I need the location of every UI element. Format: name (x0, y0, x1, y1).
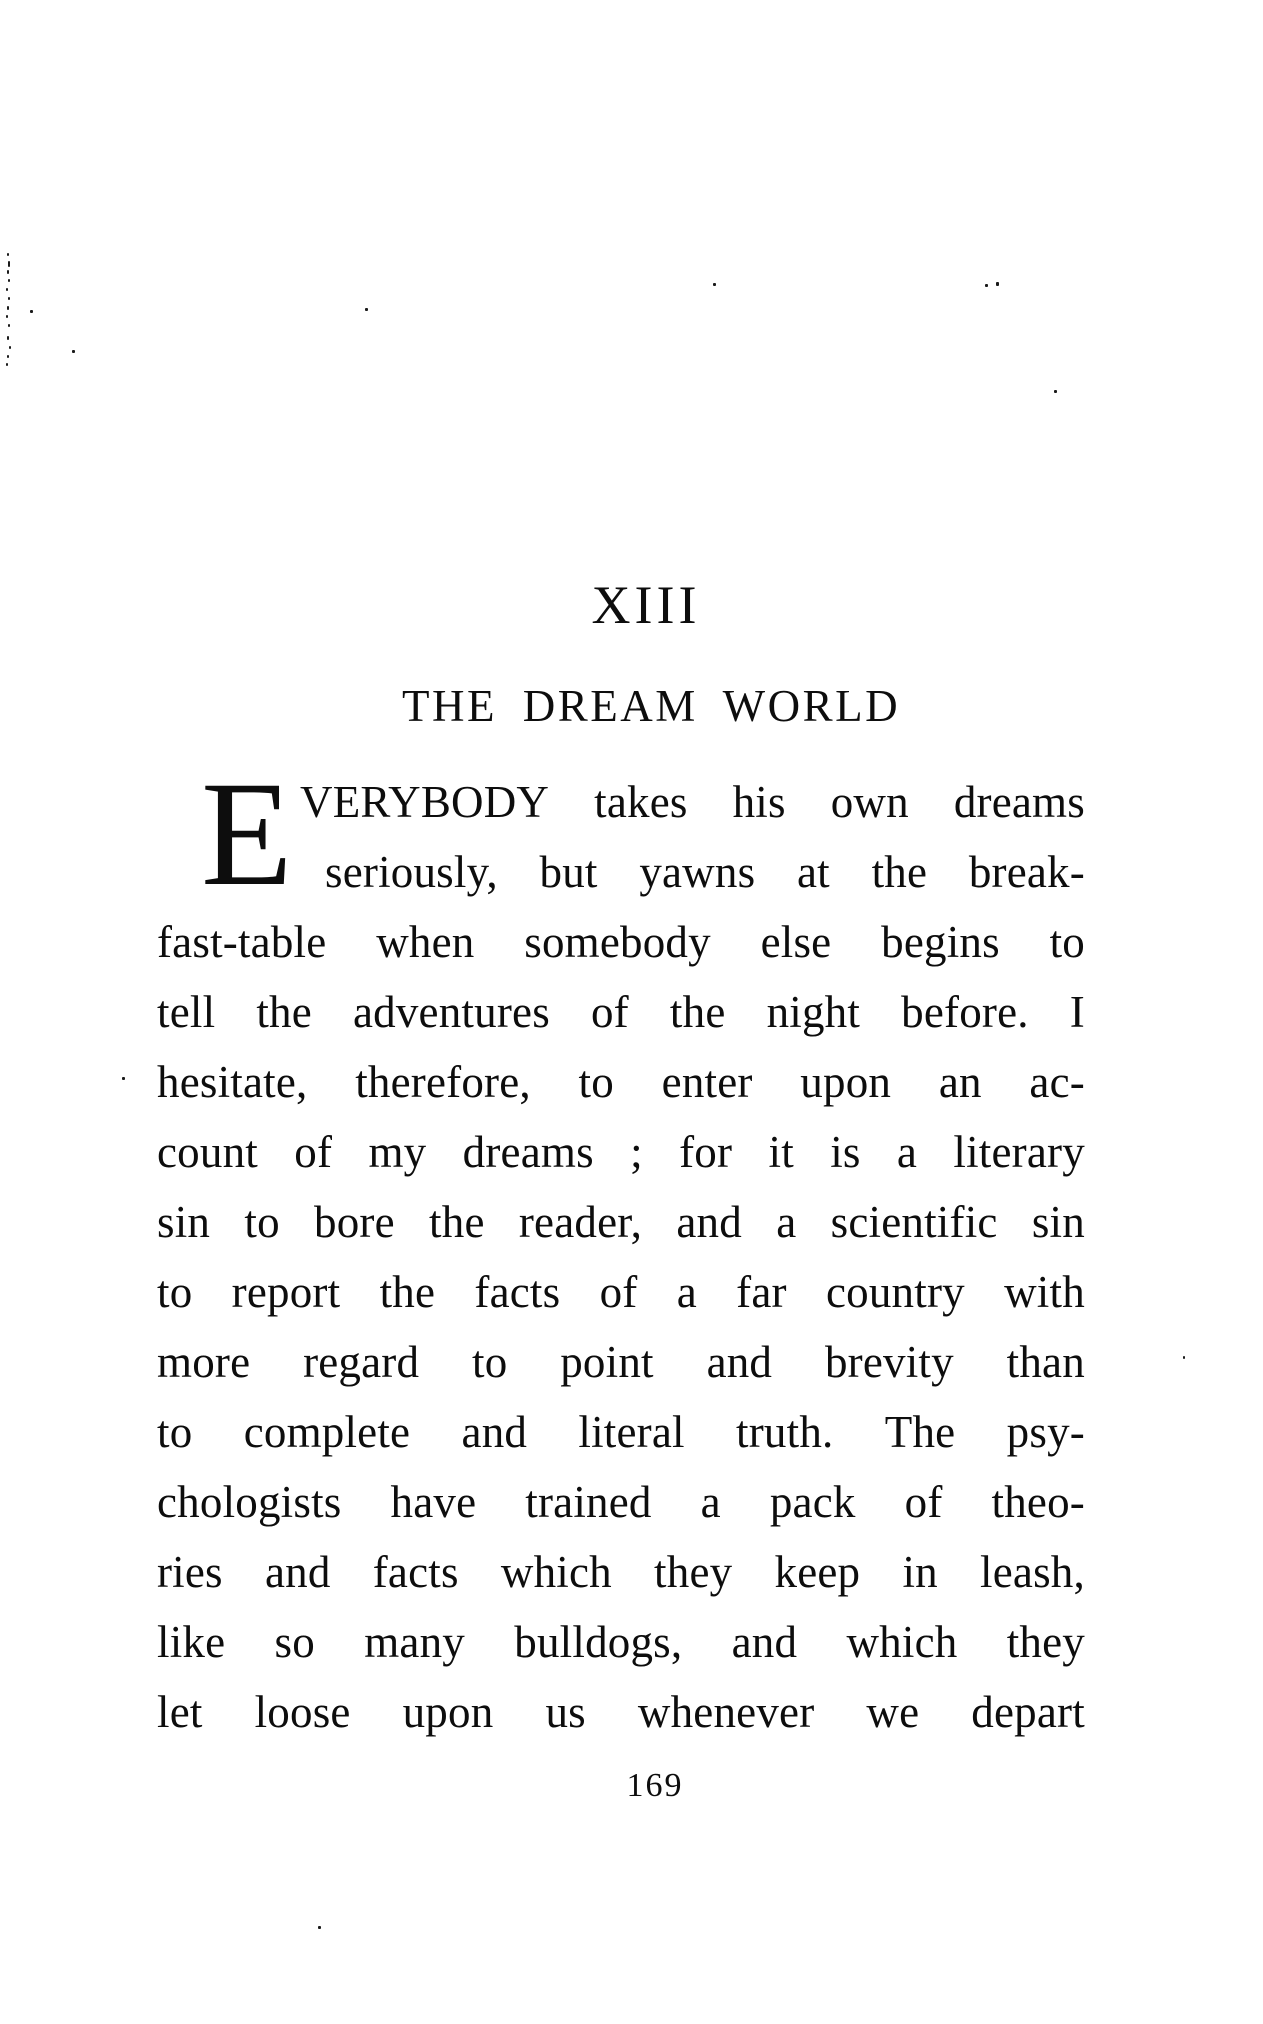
word: fast-table (157, 917, 327, 967)
scan-speck (1054, 390, 1057, 393)
drop-cap: E (201, 751, 293, 917)
word: theo- (991, 1477, 1085, 1527)
word: they (1006, 1617, 1085, 1667)
scan-speck (122, 1077, 125, 1080)
word: psy- (1006, 1407, 1085, 1457)
word: and (461, 1407, 528, 1457)
scan-speck (30, 310, 33, 313)
word: and (706, 1337, 773, 1387)
word: have (390, 1477, 477, 1527)
word: VERYBODY (300, 777, 550, 827)
scan-speck (1183, 1356, 1185, 1359)
word: enter (661, 1057, 753, 1107)
scan-speck (6, 363, 8, 366)
word: to (157, 1267, 193, 1317)
word: literary (953, 1127, 1085, 1177)
word: complete (243, 1407, 411, 1457)
word: to (244, 1197, 280, 1247)
word: to (157, 1407, 193, 1457)
word: in (902, 1547, 938, 1597)
scan-speck (9, 346, 11, 349)
word: a (896, 1127, 918, 1177)
scan-speck (6, 288, 8, 291)
word: of (590, 987, 629, 1037)
word: hesitate, (157, 1057, 308, 1107)
text-line (157, 1467, 1085, 1537)
scan-speck (72, 350, 75, 353)
text-line (157, 1537, 1085, 1607)
page-number: 169 (626, 1767, 684, 1804)
word: but (539, 847, 598, 897)
word: bulldogs, (514, 1617, 683, 1667)
scan-speck (713, 283, 716, 286)
scan-speck (318, 1926, 321, 1929)
word: of (599, 1267, 638, 1317)
scan-speck (7, 355, 9, 358)
word: point (560, 1337, 654, 1387)
word: chologists (157, 1477, 342, 1527)
scan-speck (8, 324, 10, 327)
word: facts (474, 1267, 561, 1317)
word: they (654, 1547, 733, 1597)
word: we (866, 1687, 920, 1737)
text-line (157, 1677, 1085, 1747)
word: truth. (736, 1407, 834, 1457)
word: at (796, 847, 830, 897)
word: his (732, 777, 786, 827)
word: with (1004, 1267, 1085, 1317)
word: before. (901, 987, 1029, 1037)
word: pack (769, 1477, 856, 1527)
scan-speck (8, 261, 10, 267)
scan-speck (6, 315, 8, 318)
word: us (545, 1687, 586, 1737)
text-line (157, 977, 1085, 1047)
word: somebody (524, 917, 711, 967)
text-line (157, 907, 1085, 977)
word: leash, (980, 1547, 1085, 1597)
word: a (676, 1267, 697, 1317)
word: scientific (830, 1197, 998, 1247)
text-line (157, 1397, 1085, 1467)
word: to (578, 1057, 614, 1107)
word: count (157, 1127, 258, 1177)
word: to (1049, 917, 1085, 967)
word: to (472, 1337, 508, 1387)
word: upon (800, 1057, 892, 1107)
word: which (500, 1547, 612, 1597)
scan-speck (365, 308, 368, 311)
word: the (379, 1267, 436, 1317)
word: the (871, 847, 928, 897)
word: The (884, 1407, 956, 1457)
scan-speck (7, 306, 9, 310)
word: literal (578, 1407, 685, 1457)
word: whenever (637, 1687, 815, 1737)
chapter-number: XIII (591, 575, 701, 635)
word: adventures (352, 987, 550, 1037)
word: seriously, (325, 847, 498, 897)
word: like (157, 1617, 226, 1667)
word: more (157, 1337, 251, 1387)
word: a (700, 1477, 721, 1527)
word: sin (157, 1197, 211, 1247)
word: yawns (639, 847, 756, 897)
word: is (830, 1127, 861, 1177)
scan-speck (8, 297, 10, 300)
word: ries (157, 1547, 223, 1597)
word: bore (314, 1197, 395, 1247)
word: facts (372, 1547, 459, 1597)
word: the (429, 1197, 485, 1247)
word: it (768, 1127, 794, 1177)
scan-speck (7, 270, 9, 274)
word: ac- (1029, 1057, 1085, 1107)
text-line (157, 1117, 1085, 1187)
word: and (676, 1197, 742, 1247)
text-line (157, 1327, 1085, 1397)
word: many (364, 1617, 466, 1667)
chapter-title: THE DREAM WORLD (402, 681, 901, 731)
word: I (1069, 987, 1085, 1037)
word: trained (525, 1477, 652, 1527)
word: country (825, 1267, 965, 1317)
word: break- (968, 847, 1085, 897)
word: loose (254, 1687, 351, 1737)
text-line (157, 1257, 1085, 1327)
word: depart (971, 1687, 1085, 1737)
word: begins (881, 917, 1000, 967)
word: for (679, 1127, 733, 1177)
word: of (904, 1477, 943, 1527)
text-line (325, 837, 1085, 907)
word: of (294, 1127, 333, 1177)
word: the (669, 987, 726, 1037)
word: my (368, 1127, 427, 1177)
scan-speck (8, 279, 10, 282)
word: and (731, 1617, 798, 1667)
word: regard (303, 1337, 420, 1387)
word: takes (594, 777, 688, 827)
word: sin (1031, 1197, 1085, 1247)
word: than (1006, 1337, 1085, 1387)
text-line (157, 1047, 1085, 1117)
text-line (300, 767, 1085, 837)
word: ; (630, 1127, 643, 1177)
word: when (376, 917, 475, 967)
word: so (274, 1617, 315, 1667)
word: tell (157, 987, 216, 1037)
word: report (231, 1267, 341, 1317)
scan-speck (996, 282, 999, 286)
word: and (264, 1547, 331, 1597)
word: else (760, 917, 832, 967)
word: dreams (462, 1127, 594, 1177)
word: which (846, 1617, 958, 1667)
word: dreams (953, 777, 1085, 827)
word: night (766, 987, 861, 1037)
scan-speck (985, 284, 988, 287)
word: upon (402, 1687, 494, 1737)
word: let (157, 1687, 203, 1737)
word: a (776, 1197, 797, 1247)
scan-speck (7, 336, 9, 340)
word: an (938, 1057, 982, 1107)
word: reader, (518, 1197, 643, 1247)
word: brevity (824, 1337, 954, 1387)
text-line (157, 1187, 1085, 1257)
text-line (157, 1607, 1085, 1677)
word: therefore, (355, 1057, 531, 1107)
word: keep (774, 1547, 861, 1597)
word: far (736, 1267, 787, 1317)
scan-speck (7, 253, 9, 256)
word: the (256, 987, 312, 1037)
word: own (830, 777, 909, 827)
